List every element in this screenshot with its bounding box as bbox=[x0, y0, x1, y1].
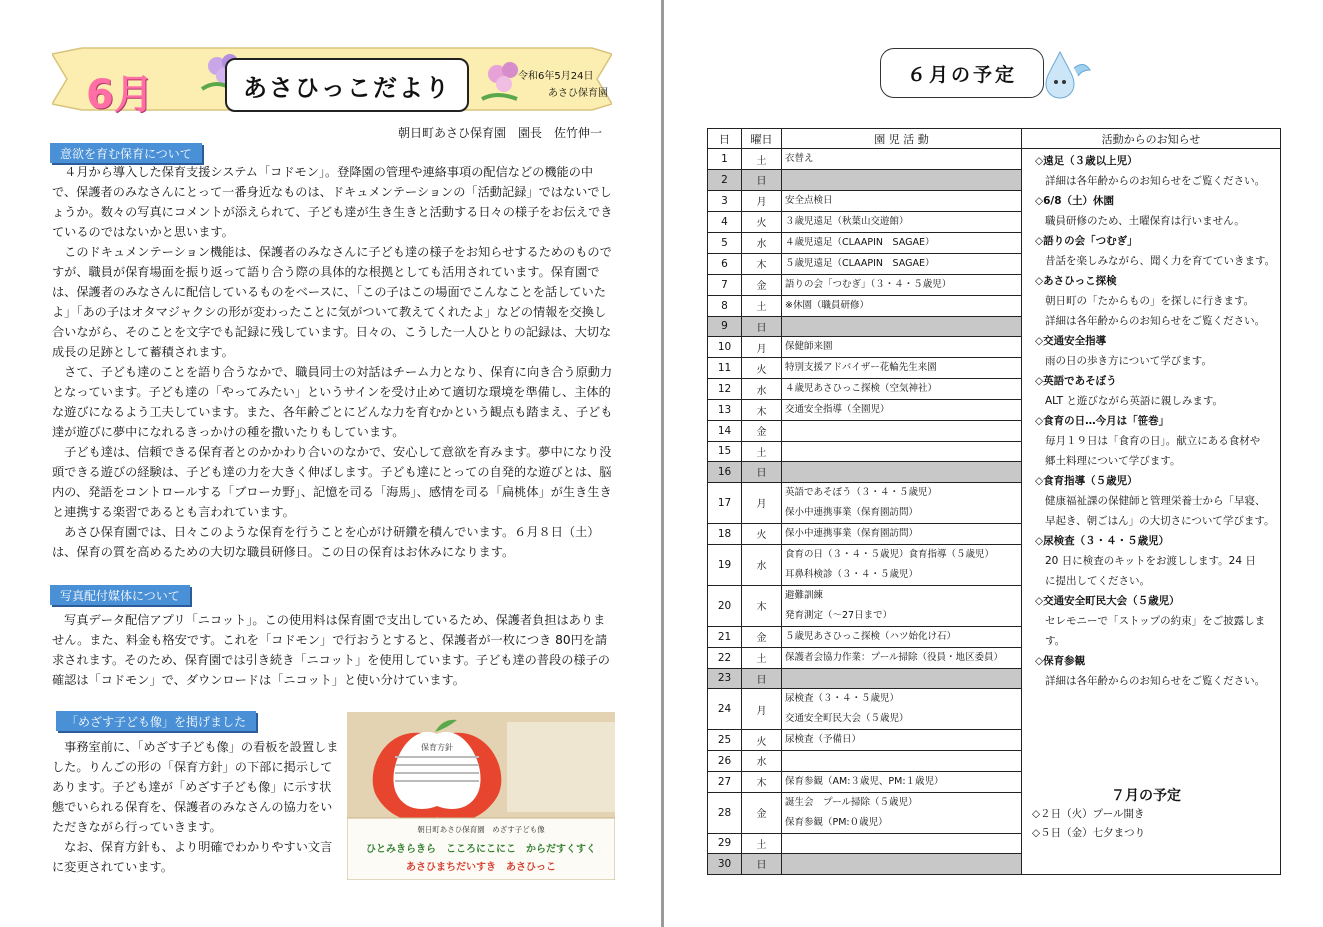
weekday-cell: 日 bbox=[742, 854, 782, 875]
activity-cell bbox=[782, 441, 1022, 462]
notice-item bbox=[1025, 151, 1277, 191]
notice-item bbox=[1025, 531, 1277, 591]
apple-title: 保育方針 bbox=[421, 743, 453, 752]
weekday-cell: 土 bbox=[742, 833, 782, 854]
day-cell: 11 bbox=[708, 358, 742, 379]
activity-cell bbox=[782, 421, 1022, 442]
activity-line: 保育参観（PM:０歳児） bbox=[785, 816, 888, 828]
activity-line: 尿検査（３・４・５歳児） bbox=[785, 693, 900, 704]
day-cell: 23 bbox=[708, 668, 742, 689]
day-cell: 8 bbox=[708, 295, 742, 316]
weekday-cell: 土 bbox=[742, 295, 782, 316]
activity-cell bbox=[782, 647, 1022, 668]
schedule-rows bbox=[708, 149, 1281, 875]
day-cell: 24 bbox=[708, 689, 742, 730]
day-cell: 29 bbox=[708, 833, 742, 854]
activity-cell bbox=[782, 462, 1022, 483]
notice-body: 健康福祉課の保健師と管理栄養士から「早寝、 早起き、朝ごはん」の大切さについて学びます。 bbox=[1045, 495, 1275, 527]
notice-title: ◇食育の日…今月は「笹巻」 bbox=[1035, 415, 1170, 427]
activity-cell bbox=[782, 274, 1022, 295]
activity-cell bbox=[782, 316, 1022, 337]
signboard-illustration bbox=[347, 712, 615, 880]
notice-title: ◇あさひっこ探検 bbox=[1035, 275, 1117, 287]
notice-item bbox=[1025, 271, 1277, 331]
notice-body: 朝日町の「たからもの」を探しに行きます。 詳細は各年齢からのお知らせをご覧ください。 bbox=[1045, 295, 1266, 327]
day-cell: 10 bbox=[708, 337, 742, 358]
day-cell: 25 bbox=[708, 730, 742, 751]
activity-line: 語りの会「つむぎ」（３・４・５歳児） bbox=[785, 278, 952, 290]
activity-cell bbox=[782, 771, 1022, 792]
day-cell: 22 bbox=[708, 647, 742, 668]
notice-body: 職員研修のため、土曜保育は行いません。 bbox=[1045, 215, 1245, 227]
activity-line: 保小中連携事業（保育園訪問） bbox=[785, 506, 919, 518]
day-cell: 18 bbox=[708, 523, 742, 544]
day-cell: 12 bbox=[708, 379, 742, 400]
notice-title: ◇尿検査（３・４・５歳児） bbox=[1035, 535, 1170, 547]
col-header-weekday: 曜日 bbox=[742, 129, 782, 149]
day-cell: 1 bbox=[708, 149, 742, 170]
notice-title: ◇食育指導（５歳児） bbox=[1035, 475, 1138, 487]
weekday-cell: 水 bbox=[742, 379, 782, 400]
activity-cell bbox=[782, 170, 1022, 191]
notice-item bbox=[1025, 371, 1277, 411]
activity-line: 誕生会 プール掃除（５歳児） bbox=[785, 796, 918, 808]
weekday-cell: 水 bbox=[742, 232, 782, 253]
activity-line: ４歳児遠足（CLAAPIN SAGAE） bbox=[785, 236, 935, 248]
weekday-cell: 木 bbox=[742, 771, 782, 792]
notice-title: ◇語りの会「つむぎ」 bbox=[1035, 235, 1138, 247]
july-item: ◇５日（金）七夕まつり bbox=[1032, 827, 1146, 839]
day-cell: 27 bbox=[708, 771, 742, 792]
school-name: あさひ保育園 bbox=[548, 88, 608, 99]
activity-cell bbox=[782, 379, 1022, 400]
weekday-cell: 火 bbox=[742, 523, 782, 544]
notice-item bbox=[1025, 411, 1277, 471]
weekday-cell: 水 bbox=[742, 751, 782, 772]
weekday-cell: 火 bbox=[742, 358, 782, 379]
col-header-day: 日 bbox=[708, 129, 742, 149]
col-header-activity: 園 児 活 動 bbox=[782, 129, 1022, 149]
day-cell: 19 bbox=[708, 544, 742, 585]
day-cell: 30 bbox=[708, 854, 742, 875]
activity-line: 衣替え bbox=[785, 153, 814, 164]
notice-body: セレモニーで「ストップの約束」をご披露します。 bbox=[1045, 615, 1266, 647]
day-cell: 15 bbox=[708, 441, 742, 462]
notices-list bbox=[1025, 149, 1277, 691]
day-cell: 17 bbox=[708, 482, 742, 523]
activity-line: ４歳児あさひっこ探検（空気神社） bbox=[785, 383, 938, 394]
section-heading-play: 意欲を育む保育について bbox=[50, 143, 202, 163]
day-cell: 4 bbox=[708, 211, 742, 232]
notice-title: ◇保育参観 bbox=[1035, 655, 1086, 667]
day-cell: 5 bbox=[708, 232, 742, 253]
activity-cell bbox=[782, 523, 1022, 544]
activity-line: 耳鼻科検診（３・４・５歳児） bbox=[785, 568, 919, 580]
weekday-cell: 日 bbox=[742, 170, 782, 191]
activity-cell bbox=[782, 211, 1022, 232]
notice-item bbox=[1025, 651, 1277, 691]
activity-line: 英語であそぼう（３・４・５歳児） bbox=[785, 486, 938, 498]
activity-cell bbox=[782, 232, 1022, 253]
signboard-photo bbox=[347, 712, 615, 880]
month-label: 6月 bbox=[86, 72, 154, 118]
weekday-cell: 月 bbox=[742, 337, 782, 358]
activity-line: 尿検査（予備日） bbox=[785, 734, 862, 745]
day-cell: 7 bbox=[708, 274, 742, 295]
activity-line: 保小中連携事業（保育園訪問） bbox=[785, 527, 919, 539]
day-cell: 26 bbox=[708, 751, 742, 772]
notice-body: 詳細は各年齢からのお知らせをご覧ください。 bbox=[1045, 675, 1266, 687]
activity-cell bbox=[782, 482, 1022, 523]
notice-body: 20 日に検査のキットをお渡しします。24 日 に提出してください。 bbox=[1045, 555, 1256, 587]
activity-line: 発育測定（～27日まで） bbox=[785, 609, 893, 621]
issue-date: 令和6年5月24日 bbox=[518, 71, 594, 82]
sign-header: 朝日町あさひ保育園 めざす子ども像 bbox=[417, 825, 545, 834]
activity-line: 避難訓練 bbox=[785, 589, 824, 601]
weekday-cell: 金 bbox=[742, 421, 782, 442]
notice-item bbox=[1025, 331, 1277, 371]
sign-line1: ひとみきらきら こころにこにこ からだすくすく bbox=[366, 844, 596, 855]
activity-line: ※休園（職員研修） bbox=[785, 299, 869, 311]
day-cell: 6 bbox=[708, 253, 742, 274]
newsletter-title: あさひっこだより bbox=[225, 58, 469, 112]
notice-title: ◇英語であそぼう bbox=[1035, 375, 1117, 387]
raindrop-mascot-icon bbox=[1042, 48, 1092, 100]
weekday-cell: 火 bbox=[742, 730, 782, 751]
july-title: ７月の予定 bbox=[1111, 788, 1181, 804]
weekday-cell: 月 bbox=[742, 689, 782, 730]
weekday-cell: 日 bbox=[742, 316, 782, 337]
activity-line: 食育の日（３・４・５歳児）食育指導（５歳児） bbox=[785, 548, 995, 560]
weekday-cell: 金 bbox=[742, 626, 782, 647]
activity-cell bbox=[782, 854, 1022, 875]
activity-cell bbox=[782, 668, 1022, 689]
day-cell: 9 bbox=[708, 316, 742, 337]
notice-title: ◇交通安全町民大会（５歳児） bbox=[1035, 595, 1180, 607]
weekday-cell: 月 bbox=[742, 190, 782, 211]
weekday-cell: 火 bbox=[742, 211, 782, 232]
activity-cell bbox=[782, 337, 1022, 358]
activity-cell bbox=[782, 190, 1022, 211]
activity-line: 安全点検日 bbox=[785, 194, 833, 206]
day-cell: 28 bbox=[708, 792, 742, 833]
activity-cell bbox=[782, 400, 1022, 421]
activity-cell bbox=[782, 585, 1022, 626]
section-body-photo: 写真データ配信アプリ「ニコット」。この使用料は保育園で支出しているため、保護者負担はありません。また、料金も格安です。これを「コドモン」で行おうとすると、保護者が一枚につき 80円を請求されます。そのため、保育園では引き続き「ニコット」を使用しています。子ども達の普段の様子の確認は「コドモン」で、ダウンロードは「ニコット」と使い分けています。 bbox=[52, 613, 610, 687]
sign-line2: あさひまちだいすき あさひっこ bbox=[406, 862, 556, 873]
day-cell: 13 bbox=[708, 400, 742, 421]
activity-cell bbox=[782, 833, 1022, 854]
weekday-cell: 水 bbox=[742, 544, 782, 585]
activity-cell bbox=[782, 689, 1022, 730]
notice-body: 毎月１９日は「食育の日」。献立にある食材や 郷土料理について学びます。 bbox=[1045, 435, 1261, 467]
notice-item bbox=[1025, 231, 1277, 271]
weekday-cell: 金 bbox=[742, 274, 782, 295]
weekday-cell: 土 bbox=[742, 441, 782, 462]
weekday-cell: 木 bbox=[742, 585, 782, 626]
weekday-cell: 木 bbox=[742, 400, 782, 421]
activity-cell bbox=[782, 253, 1022, 274]
notice-body: 詳細は各年齢からのお知らせをご覧ください。 bbox=[1045, 175, 1266, 187]
activity-line: 特別支援アドバイザー花輪先生来園 bbox=[785, 362, 937, 373]
section-body-goal: 事務室前に、「めざす子ども像」の看板を設置しました。りんごの形の「保育方針」の下部に掲示してあります。子ども達が「めざす子ども像」に示す状態でいられる保育を、保護者のみなさんの協力をいただきながら行っていきます。 なお、保育方針も、より明確でわかりやすい文言に変更されています。 bbox=[52, 740, 339, 874]
day-cell: 14 bbox=[708, 421, 742, 442]
activity-cell bbox=[782, 149, 1022, 170]
schedule-title: ６月の予定 bbox=[880, 48, 1044, 98]
day-cell: 20 bbox=[708, 585, 742, 626]
july-item: ◇２日（火）プール開き bbox=[1032, 808, 1145, 820]
activity-cell bbox=[782, 792, 1022, 833]
activity-line: ３歳児遠足（秋葉山交遊館） bbox=[785, 215, 909, 227]
author-line: 朝日町あさひ保育園 園長 佐竹伸一 bbox=[398, 126, 603, 140]
weekday-cell: 金 bbox=[742, 792, 782, 833]
section-heading-photo: 写真配付媒体について bbox=[50, 585, 190, 605]
weekday-cell: 日 bbox=[742, 668, 782, 689]
schedule-table bbox=[707, 128, 1281, 875]
activity-cell bbox=[782, 626, 1022, 647]
notices-cell bbox=[1022, 149, 1281, 875]
activity-cell bbox=[782, 751, 1022, 772]
day-cell: 21 bbox=[708, 626, 742, 647]
activity-line: 保護者会協力作業：プール掃除（役員・地区委員） bbox=[785, 651, 1004, 663]
notice-item bbox=[1025, 191, 1277, 231]
section-body-play: ４月から導入した保育支援システム「コドモン」。登降園の管理や連絡事項の配信などの機能の中で、保護者のみなさんにとって一番身近なものは、ドキュメンテーションの「活動記録」ではないでしょうか。数々の写真にコメントが添えられて、子ども達が生き生きと活動する日々の様子をお伝えできているのではないかと思います。 このドキュメンテーション機能は、保護者のみなさんに子ども達の様子をお知らせするためのものですが、職員が保育場面を振り返って語り合う際の具体的な根拠としても活用されています。保育園では、保護者のみなさんに配信しているものをベースに、「この子はこの場面でこんなことを話していたよ」「あの子はオタマジャクシの形が変わったことに気がついて教えてくれたよ」などの情報を交換し合いながら、そのことを文字でも記録に残しています。日々の、こうした一人ひとりの記録は、大切な成長の足跡として蓄積されます。 さて、子ども達のことを語り合うなかで、職員同士の対話はチーム力となり、保育に向き合う原動力となっています。子ども達の「やってみたい」というサインを受け止めて適切な環境を準備し、主体的な遊びになるよう工夫しています。また、各年齢ごとにどんな力を育むかという観点も踏まえ、子ども達が遊びに夢中になれるきっかけの種を撒いたりもしています。 子ども達は、信頼できる保育者とのかかわり合いのなかで、安心して意欲を育みます。夢中になり没頭できる遊びの経験は、子ども達の力を大きく伸ばします。子ども達にとっての自発的な遊びとは、脳内の、発語をコントロールする「ブローカ野」、記憶を司る「海馬」、感情を司る「扁桃体」が生き生きと連携する楽習であるとも言われています。 あさひ保育園では、日々このような保育を行うことを心がけ研鑽を積んでいます。６月８日（土）は、保育の質を高めるための大切な職員研修日。この日の保育はお休みになります。 bbox=[52, 165, 613, 559]
notice-body: 昔話を楽しみながら、聞く力を育てていきます。 bbox=[1045, 255, 1276, 267]
day-cell: 2 bbox=[708, 170, 742, 191]
notice-title: ◇交通安全指導 bbox=[1035, 335, 1107, 347]
notice-item bbox=[1025, 591, 1277, 651]
activity-cell bbox=[782, 295, 1022, 316]
day-cell: 16 bbox=[708, 462, 742, 483]
weekday-cell: 土 bbox=[742, 149, 782, 170]
notice-item bbox=[1025, 471, 1277, 531]
activity-line: ５歳児遠足（CLAAPIN SAGAE） bbox=[785, 257, 935, 269]
weekday-cell: 土 bbox=[742, 647, 782, 668]
table-row bbox=[708, 149, 1281, 170]
activity-line: ５歳児あさひっこ探検（ハツ始化け石） bbox=[785, 630, 957, 642]
activity-cell bbox=[782, 358, 1022, 379]
weekday-cell: 日 bbox=[742, 462, 782, 483]
notice-body: ALT と遊びながら英語に親しみます。 bbox=[1045, 395, 1223, 407]
notice-title: ◇6/8（土）休園 bbox=[1035, 195, 1115, 207]
section-heading-goal: 「めざす子ども像」を掲げました bbox=[56, 711, 256, 731]
notice-title: ◇遠足（３歳以上児） bbox=[1035, 155, 1138, 167]
day-cell: 3 bbox=[708, 190, 742, 211]
activity-line: 交通安全指導（全園児） bbox=[785, 404, 890, 415]
weekday-cell: 木 bbox=[742, 253, 782, 274]
activity-cell bbox=[782, 730, 1022, 751]
notice-body: 雨の日の歩き方について学びます。 bbox=[1045, 355, 1212, 367]
activity-cell bbox=[782, 544, 1022, 585]
col-header-notices: 活動からのお知らせ bbox=[1022, 129, 1281, 149]
activity-line: 保健師来園 bbox=[785, 341, 833, 352]
weekday-cell: 月 bbox=[742, 482, 782, 523]
activity-line: 保育参観（AM:３歳児、PM:１歳児） bbox=[785, 775, 944, 787]
activity-line: 交通安全町民大会（５歳児） bbox=[785, 713, 909, 724]
